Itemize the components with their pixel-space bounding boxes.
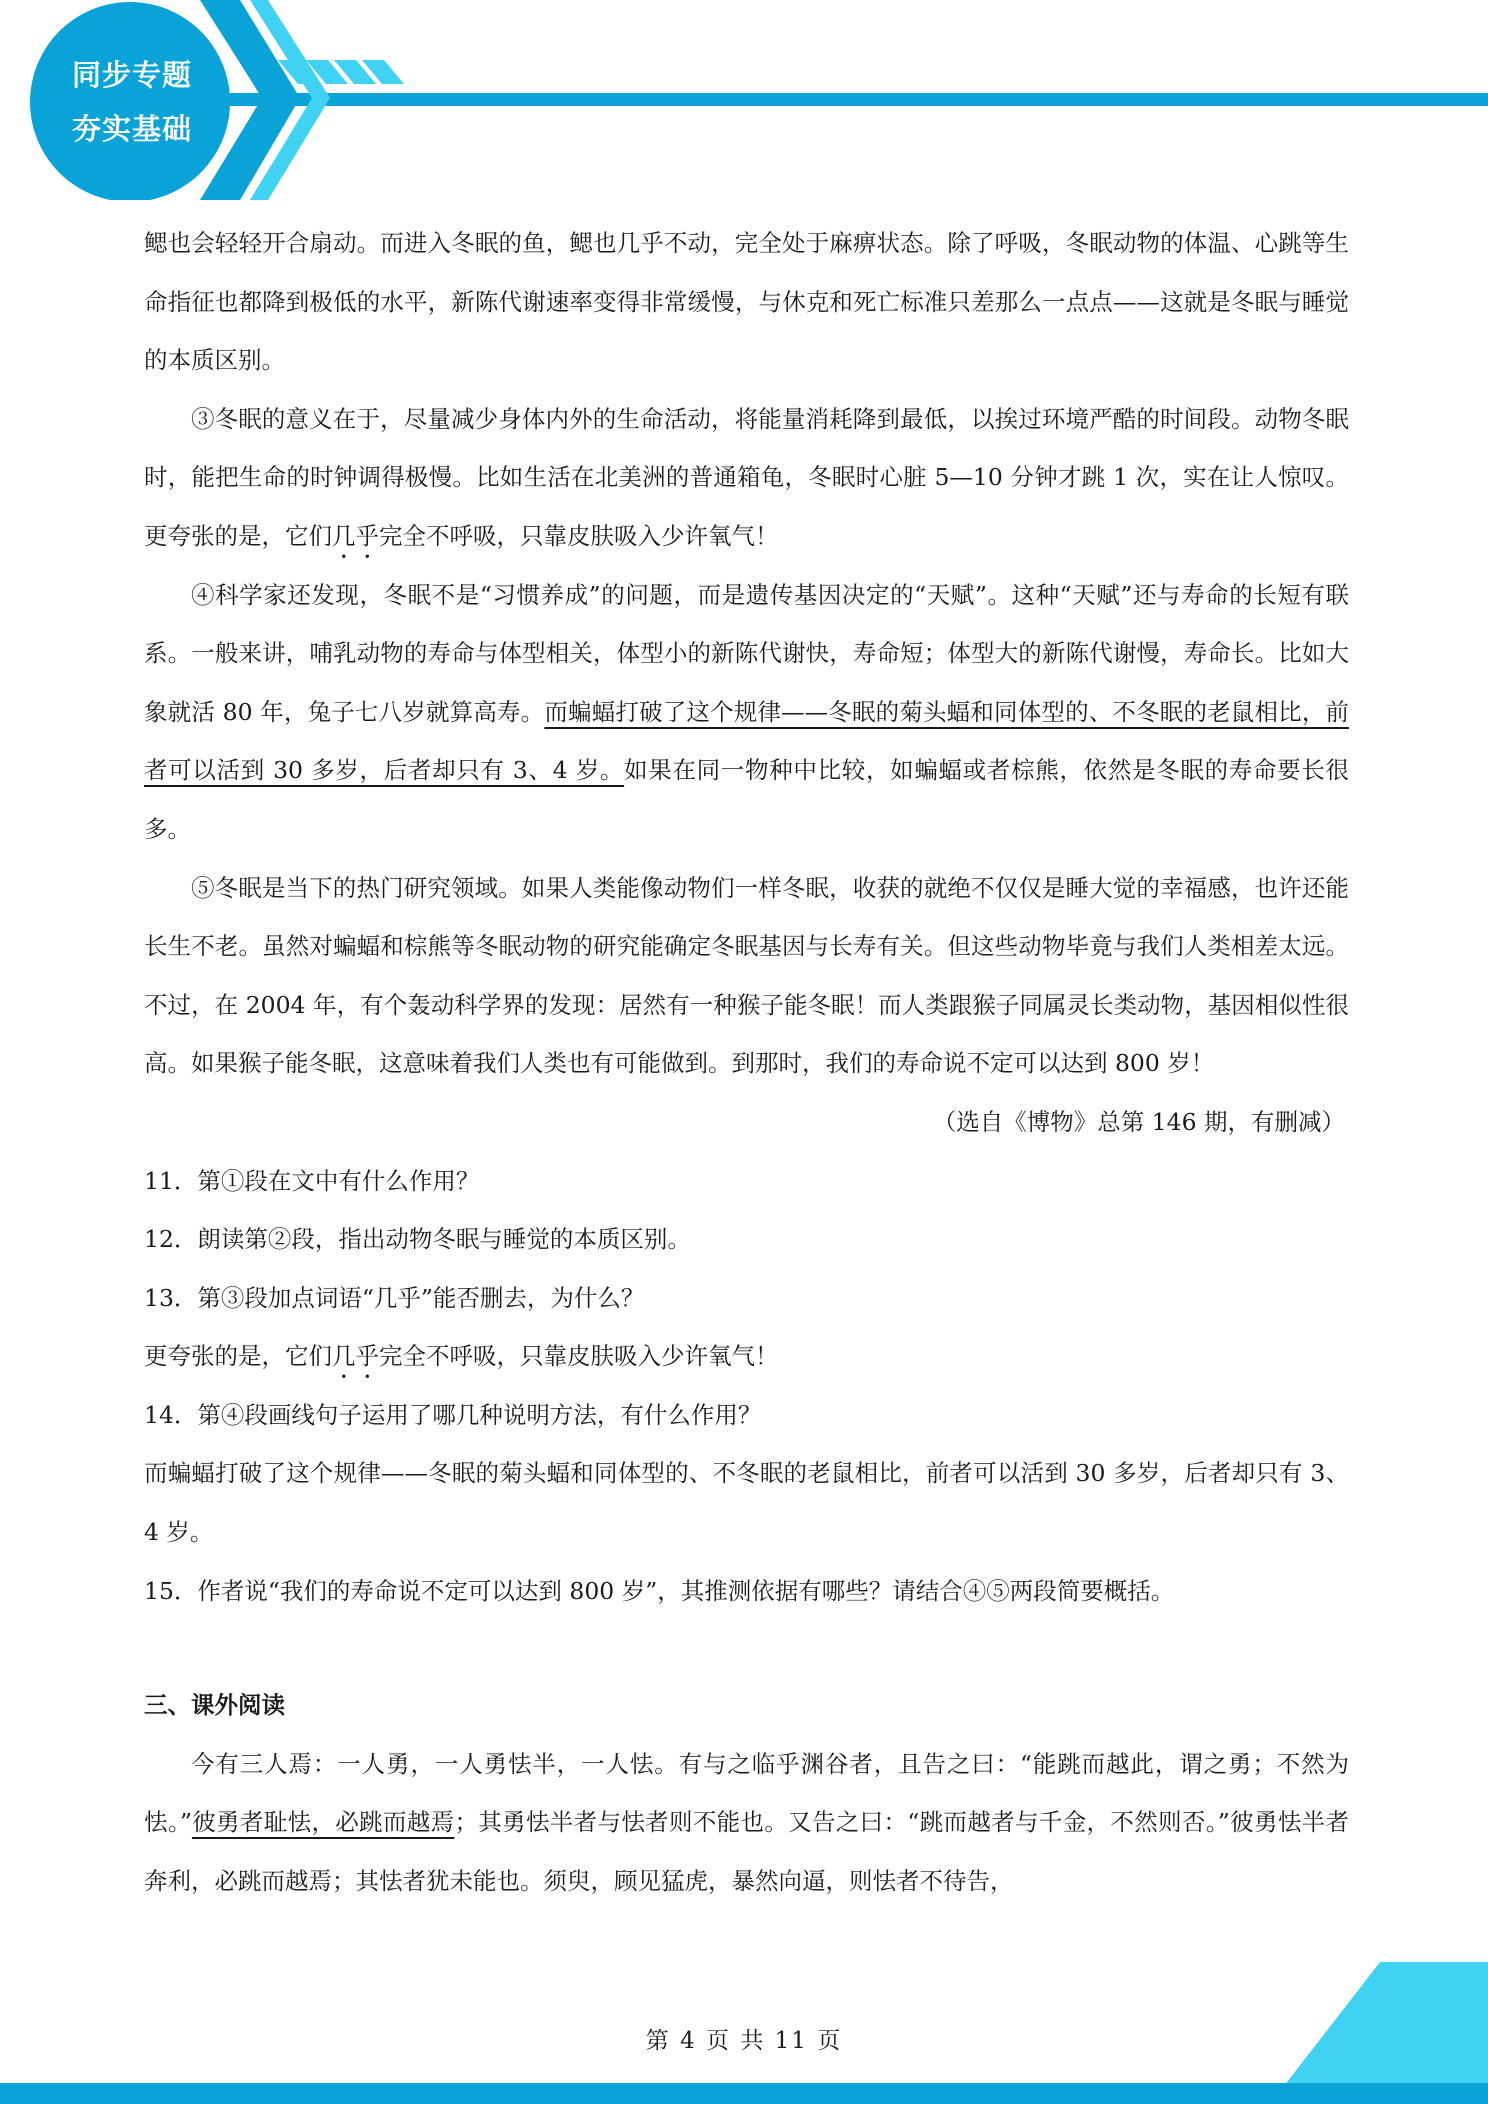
header-badge — [52, 48, 212, 156]
question-11: 11．第①段在文中有什么作用？ — [144, 1166, 480, 1195]
passage-paragraph-4: ④科学家还发现，冬眠不是“习惯养成”的问题，而是遗传基因决定的“天赋”。这种“天赋”还与寿命的长短有联系。一般来讲，哺乳动物的寿命与体型相关，体型小的新陈代谢快，寿命短；体型大的新陈代谢慢，寿命长。比如大象就活 80 年，兔子七八岁就算高寿。而蝙蝠打破了这个规律——冬眠的菊头蝠和同体型的、不冬眠的老鼠相比，前者可以活到 30 多岁，后者却只有 3、4 岁。如果在同一物种中比较，如蝙蝠或者棕熊，依然是冬眠的寿命要长很多。 — [144, 580, 1350, 843]
question-14: 14．第④段画线句子运用了哪几种说明方法，有什么作用？ — [144, 1400, 762, 1429]
header-banner — [0, 0, 1488, 200]
question-12: 12．朗读第②段，指出动物冬眠与睡觉的本质区别。 — [144, 1225, 691, 1254]
question-15: 15．作者说“我们的寿命说不定可以达到 800 岁”，其推测依据有哪些？请结合④⑤两段简要概括。 — [144, 1576, 1175, 1605]
section-heading: 三、课外阅读 — [144, 1691, 285, 1720]
question-13-quote: 更夸张的是，它们几乎完全不呼吸，只靠皮肤吸入少许氧气！ — [144, 1342, 779, 1371]
badge-line-1: 同步专题 — [71, 58, 192, 92]
badge-line-2: 夯实基础 — [71, 112, 192, 146]
header-rule — [210, 93, 1488, 106]
dotted-word: 几乎 — [332, 521, 379, 550]
passage-paragraph-3: ③冬眠的意义在于，尽量减少身体内外的生命活动，将能量消耗降到最低，以挨过环境严酷的时间段。动物冬眠时，能把生命的时钟调得极慢。比如生活在北美洲的普通箱龟，冬眠时心脏 5—10 分钟才跳 1 次，实在让人惊叹。更夸张的是，它们几乎完全不呼吸，只靠皮肤吸入少许氧气！ — [144, 404, 1349, 550]
page-number: 第 4 页 共 11 页 — [645, 2028, 843, 2054]
passage-paragraph-2-end: 鳃也会轻轻开合扇动。而进入冬眠的鱼，鳃也几乎不动，完全处于麻痹状态。除了呼吸，冬眠动物的体温、心跳等生命指征也都降到极低的水平，新陈代谢速率变得非常缓慢，与休克和死亡标准只差那么一点点——这就是冬眠与睡觉的本质区别。 — [144, 229, 1349, 375]
question-13: 13．第③段加点词语“几乎”能否删去，为什么？ — [144, 1283, 645, 1312]
section3-paragraph: 今有三人焉：一人勇，一人勇怯半，一人怯。有与之临乎渊谷者，且告之曰：“能跳而越此，谓之勇；不然为怯。”彼勇者耻怯，必跳而越焉；其勇怯半者与怯者则不能也。又告之曰：“跳而越者与千金，不然则否。”彼勇怯半者奔利，必跳而越焉；其怯者犹未能也。须臾，顾见猛虎，暴然向逼，则怯者不待告， — [144, 1749, 1349, 1896]
page-content — [144, 214, 1349, 1911]
underlined-sentence: 彼勇者耻怯，必跳而越焉 — [191, 1808, 455, 1837]
passage-source: （选自《博物》总第 146 期，有删减） — [932, 1107, 1345, 1136]
passage-paragraph-5: ⑤冬眠是当下的热门研究领域。如果人类能像动物们一样冬眠，收获的就绝不仅仅是睡大觉的幸福感，也许还能长生不老。虽然对蝙蝠和棕熊等冬眠动物的研究能确定冬眠基因与长寿有关。但这些动物毕竟与我们人类相差太远。不过，在 2004 年，有个轰动科学界的发现：居然有一种猴子能冬眠！而人类跟猴子同属灵长类动物，基因相似性很高。如果猴子能冬眠，这意味着我们人类也有可能做到。到那时，我们的寿命说不定可以达到 800 岁！ — [144, 873, 1349, 1078]
question-14-quote: 而蝙蝠打破了这个规律——冬眠的菊头蝠和同体型的、不冬眠的老鼠相比，前者可以活到 30 多岁，后者却只有 3、4 岁。 — [144, 1459, 1349, 1547]
underlined-sentence: 而蝙蝠打破了这个规律——冬眠的菊头蝠和同体型的、不冬眠的老鼠相比，前者可以活到 30 多岁，后者却只有 3、4 岁。 — [144, 697, 1350, 785]
footer-banner — [0, 1904, 1488, 2104]
dotted-word: 几乎 — [332, 1342, 379, 1371]
footer-rule — [0, 2083, 1488, 2104]
